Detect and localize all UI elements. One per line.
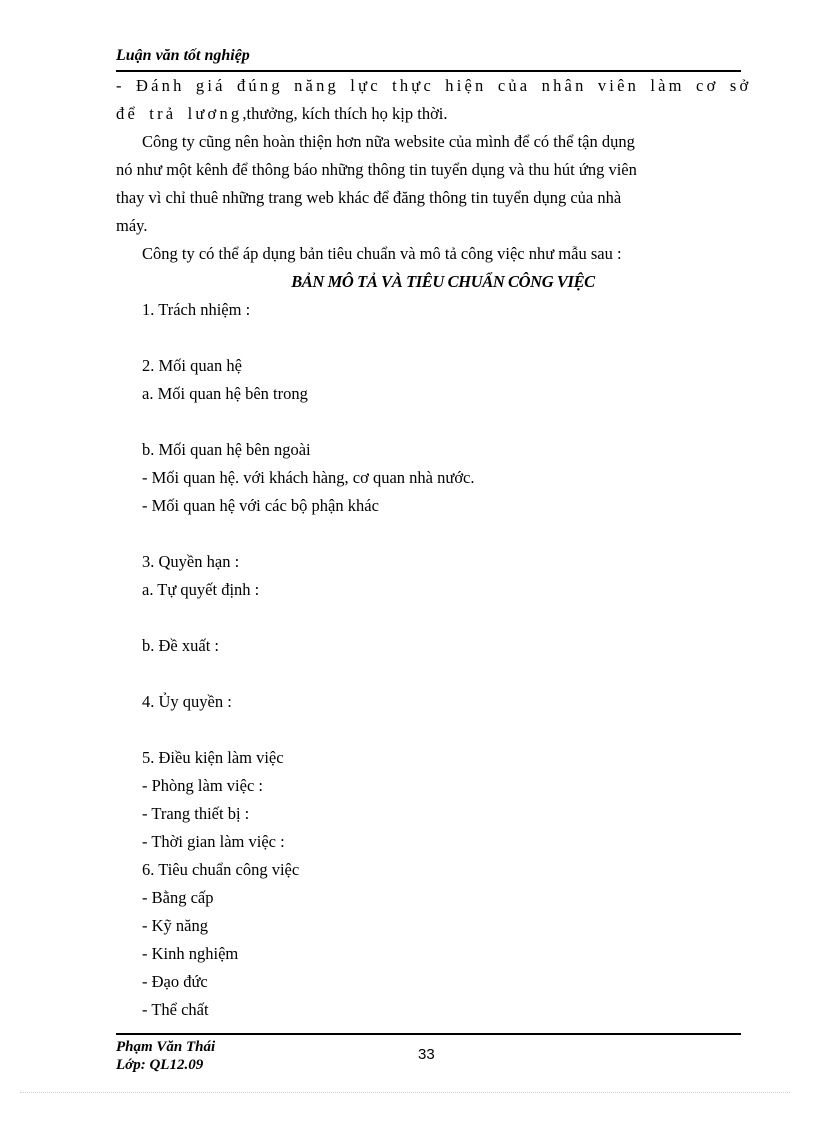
paragraph-1-line-2-start: để trả lương — [116, 104, 243, 123]
section-6-item-4: - Đạo đức — [142, 972, 208, 991]
section-3b: b. Đề xuất : — [142, 636, 219, 655]
section-3-heading: 3. Quyền hạn : — [142, 552, 240, 571]
footer-author-name: Phạm Văn Thái — [116, 1039, 216, 1055]
section-2b-item-1: - Mối quan hệ. với khách hàng, cơ quan nhà nước. — [142, 468, 475, 487]
paragraph-2-line-1: Công ty cũng nên hoàn thiện hơn nữa website của mình để có thể tận dụng — [142, 132, 635, 151]
section-6-item-5: - Thể chất — [142, 1000, 209, 1019]
document-body — [116, 72, 752, 1024]
section-6-item-3: - Kinh nghiệm — [142, 944, 239, 963]
footer-divider — [116, 1033, 741, 1035]
section-2b: b. Mối quan hệ bên ngoài — [142, 440, 311, 459]
paragraph-3: Công ty có thể áp dụng bản tiêu chuẩn và mô tả công việc như mẫu sau : — [142, 244, 622, 263]
section-2a: a. Mối quan hệ bên trong — [142, 384, 308, 403]
section-5-item-1: - Phòng làm việc : — [142, 776, 263, 795]
blank-line — [116, 408, 722, 436]
footer-author-class: Lớp: QL12.09 — [116, 1057, 204, 1073]
paragraph-1-line-2-end: ,thưởng, kích thích họ kịp thời. — [242, 104, 448, 123]
section-6-heading: 6. Tiêu chuẩn công việc — [142, 860, 300, 879]
paragraph-2-line-4: máy. — [116, 216, 148, 235]
blank-line — [116, 520, 722, 548]
document-title: BẢN MÔ TẢ VÀ TIÊU CHUẨN CÔNG VIỆC — [291, 272, 595, 291]
page-edge-divider — [20, 1092, 790, 1093]
section-5-item-3: - Thời gian làm việc : — [142, 832, 285, 851]
section-4-heading: 4. Ủy quyền : — [142, 692, 232, 711]
section-6-item-2: - Kỹ năng — [142, 916, 208, 935]
section-5-heading: 5. Điều kiện làm việc — [142, 748, 284, 767]
header-title: Luận văn tốt nghiệp — [116, 47, 250, 64]
paragraph-2-line-2: nó như một kênh để thông báo những thông tin tuyển dụng và thu hút ứng viên — [116, 160, 637, 179]
footer-author-block — [116, 1038, 215, 1074]
section-5-item-2: - Trang thiết bị : — [142, 804, 250, 823]
paragraph-1-line-1: - Đánh giá đúng năng lực thực hiện của nhân viên làm cơ sở — [116, 76, 752, 95]
blank-line — [116, 660, 722, 688]
section-6-item-1: - Bằng cấp — [142, 888, 214, 907]
blank-line — [116, 324, 722, 352]
blank-line — [116, 604, 722, 632]
section-2b-item-2: - Mối quan hệ với các bộ phận khác — [142, 496, 379, 515]
section-1-heading: 1. Trách nhiệm : — [142, 300, 251, 319]
blank-line — [116, 716, 722, 744]
paragraph-2-line-3: thay vì chỉ thuê những trang web khác để đăng thông tin tuyển dụng của nhà — [116, 188, 622, 207]
page-number: 33 — [418, 1046, 435, 1063]
section-2-heading: 2. Mối quan hệ — [142, 356, 242, 375]
paragraph-1-line-2 — [116, 100, 722, 128]
section-3a: a. Tự quyết định : — [142, 580, 260, 599]
